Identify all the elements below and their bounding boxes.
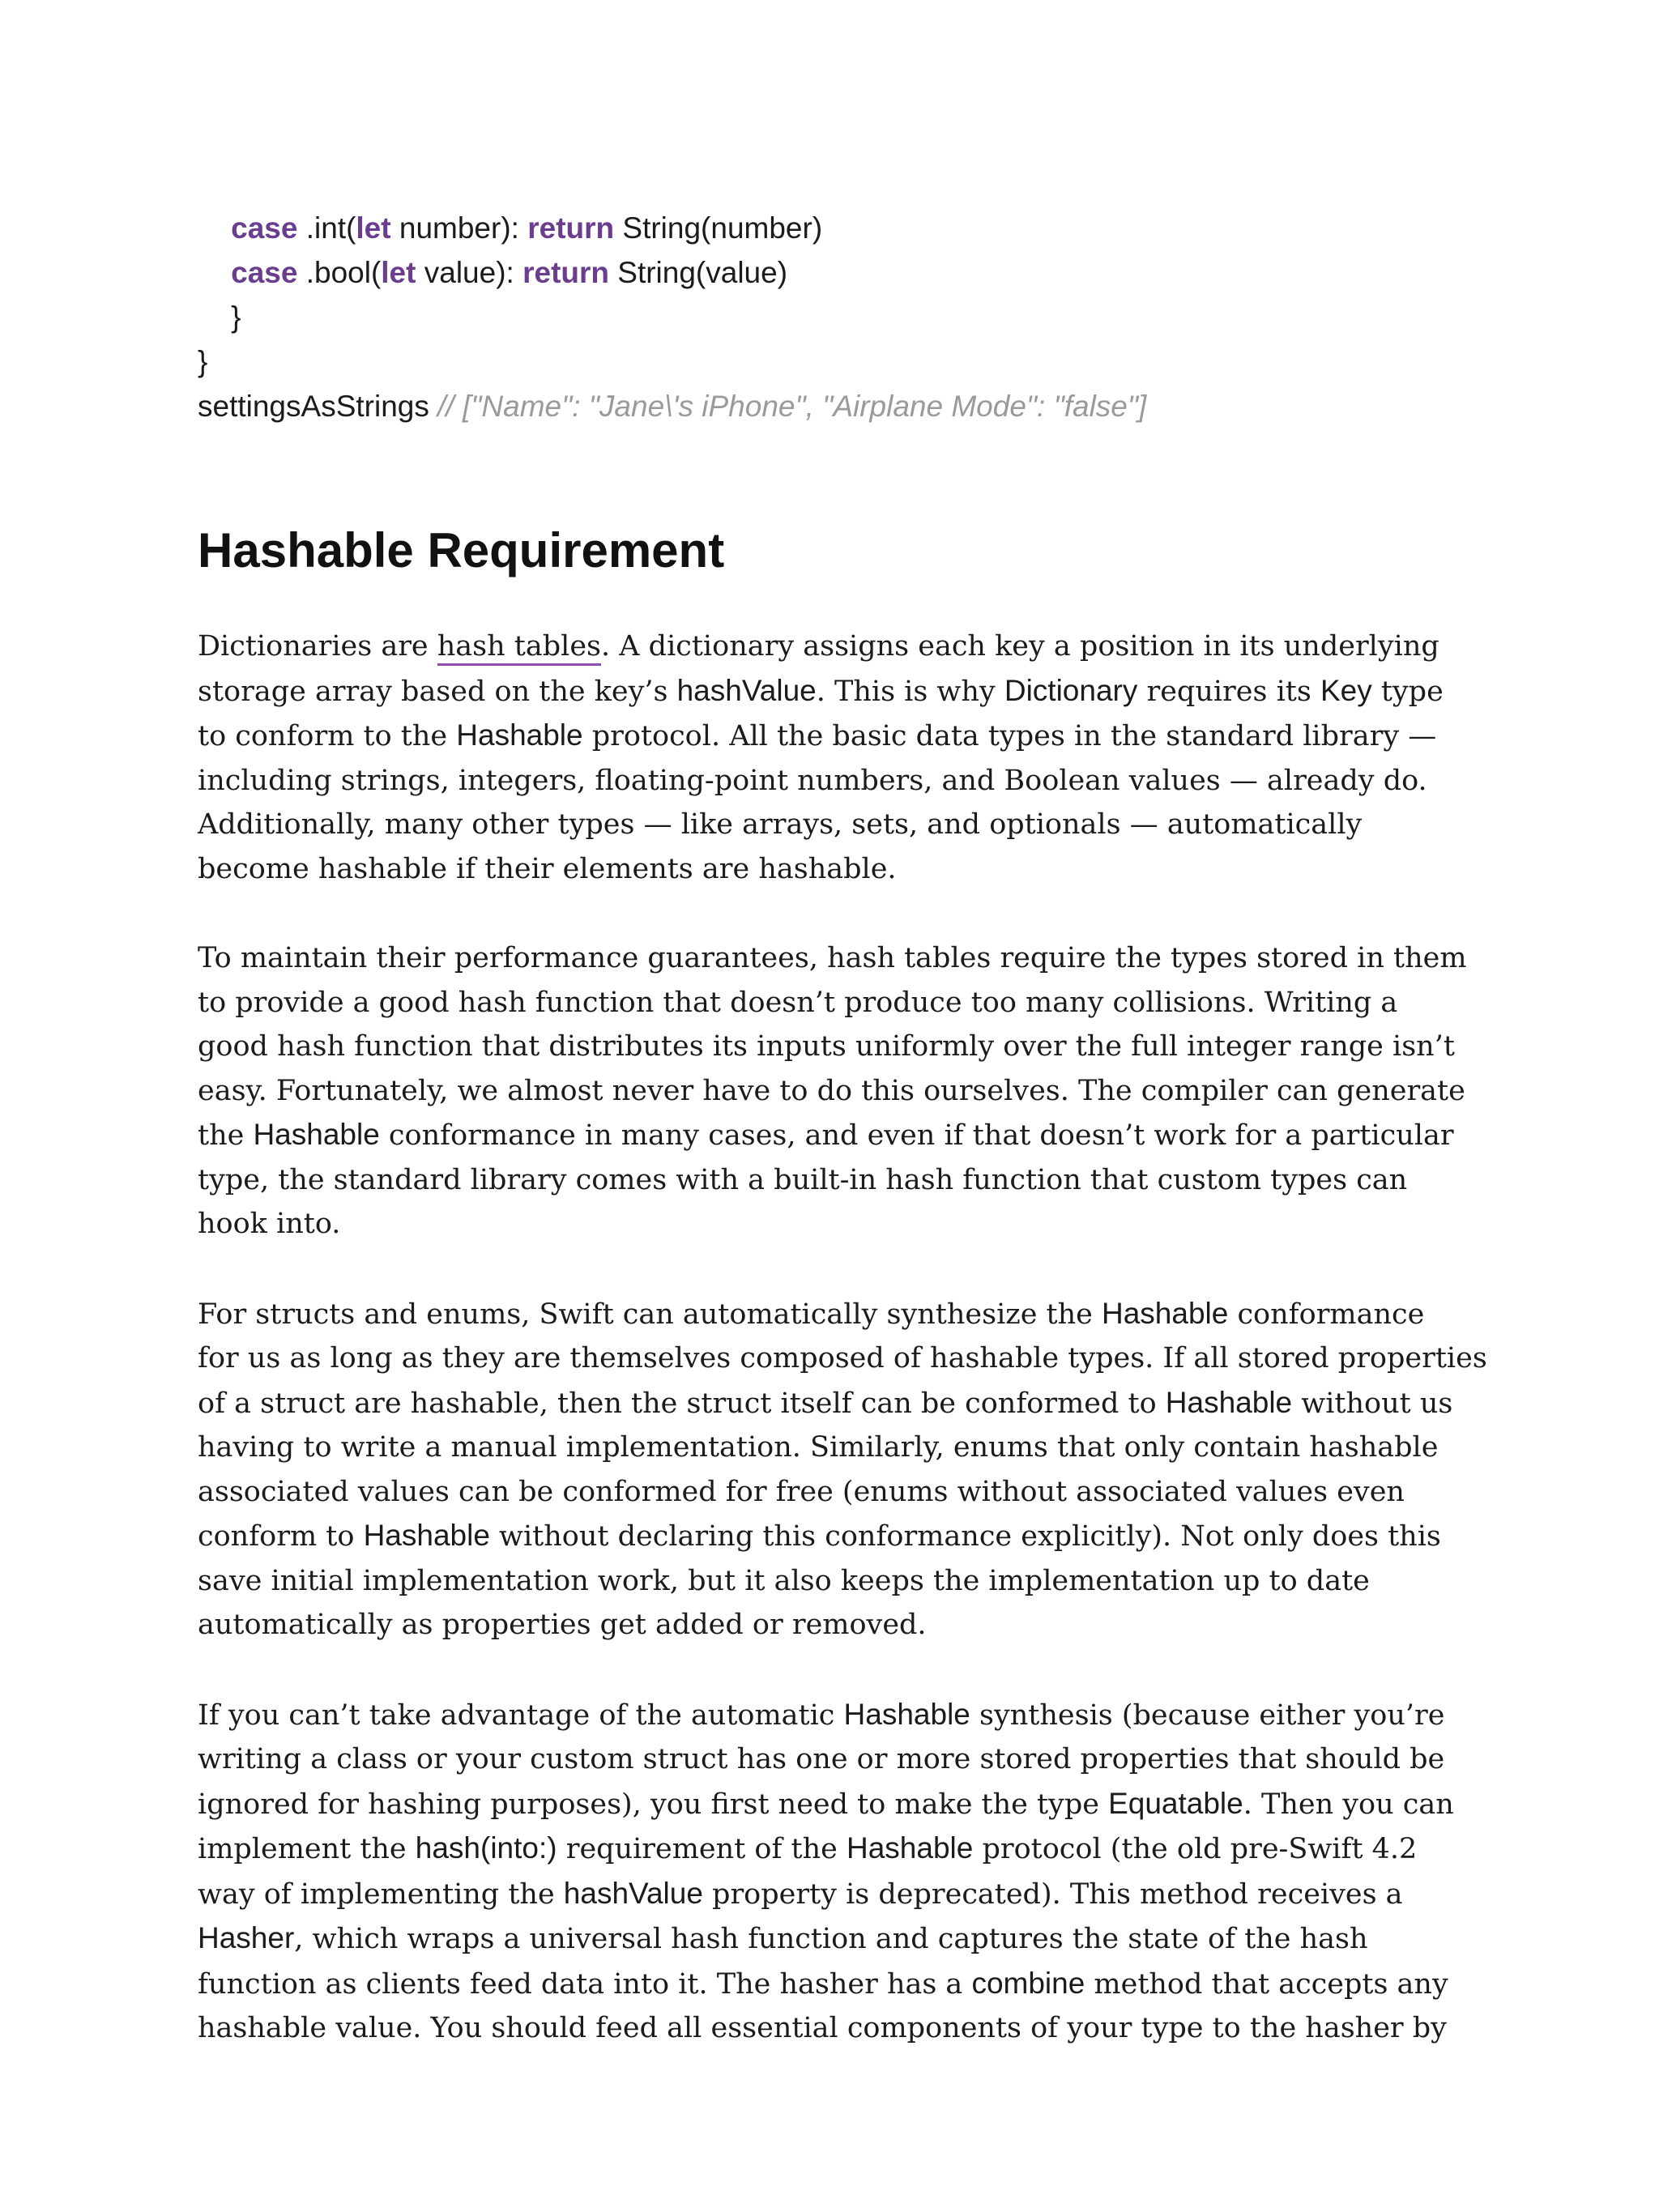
text-span: conformance in many cases, and even if that doesn’t work for a particular (379, 1119, 1454, 1152)
code-keyword: let (356, 211, 391, 245)
text-span: protocol. All the basic data types in the standard library — (582, 720, 1437, 752)
text-line: save initial implementation work, but it also keeps the implementation up to date (198, 1564, 1370, 1597)
text-line: automatically as properties get added or removed. (198, 1609, 927, 1641)
text-span: synthesis (because either you’re (970, 1698, 1445, 1732)
code-brace: } (231, 300, 241, 334)
text-span: to conform to the (198, 720, 457, 752)
paragraph (198, 936, 1510, 1247)
code-keyword: return (527, 211, 615, 245)
text-span: without declaring this conformance explicitly). Not only does this (489, 1520, 1441, 1553)
inline-code: combine (971, 1966, 1085, 2000)
text-line (198, 1693, 1510, 1738)
code-line (198, 339, 1510, 384)
text-span: way of implementing the (198, 1877, 564, 1911)
text-line: good hash function that distributes its inputs uniformly over the full integer range isn’t (198, 1030, 1455, 1063)
code-text: number): (390, 211, 528, 245)
text-line (198, 1381, 1510, 1426)
hash-tables-link[interactable]: hash tables (437, 630, 601, 666)
code-text: value): (416, 256, 523, 289)
inline-code: Hashable (363, 1519, 490, 1552)
text-line: Additionally, many other types — like arrays, sets, and optionals — automatically (198, 808, 1363, 841)
text-span: conform to (198, 1520, 364, 1553)
text-line (198, 1916, 1510, 1962)
text-line: associated values can be conformed for free (enums without associated values even (198, 1475, 1405, 1508)
text-span: the (198, 1119, 254, 1152)
inline-code: Hashable (1165, 1385, 1293, 1419)
inline-code: Hashable (843, 1697, 970, 1731)
body-text (198, 624, 1510, 2096)
text-span: . This is why (816, 675, 1004, 708)
text-line (198, 624, 1510, 669)
text-span: method that accepts any (1085, 1967, 1448, 2001)
code-result-expression: settingsAsStrings (198, 390, 429, 423)
paragraph (198, 624, 1510, 891)
text-span: Dictionaries are (198, 630, 437, 663)
text-line (198, 1872, 1510, 1917)
text-line (198, 714, 1510, 759)
code-brace: } (198, 345, 208, 378)
code-keyword: let (381, 256, 416, 289)
inline-code: Hashable (253, 1118, 380, 1151)
text-span: For structs and enums, Swift can automatically synthesize the (198, 1298, 1102, 1331)
code-block (198, 206, 1510, 428)
inline-code: Dictionary (1004, 673, 1138, 707)
text-line: having to write a manual implementation. Similarly, enums that only contain hashable (198, 1431, 1439, 1464)
code-line (198, 250, 1510, 295)
text-span: requires its (1137, 675, 1320, 708)
text-line (198, 1292, 1510, 1337)
text-span: protocol (the old pre-Swift 4.2 (973, 1833, 1418, 1865)
paragraph (198, 1693, 1510, 2051)
code-text: String(number) (614, 211, 823, 245)
paragraph (198, 1292, 1510, 1647)
text-span: function as clients feed data into it. The hasher has a (198, 1967, 972, 2001)
text-span: property is deprecated). This method receives a (702, 1877, 1403, 1911)
inline-code: Key (1320, 673, 1372, 707)
text-span: of a struct are hashable, then the struct itself can be conformed to (198, 1387, 1166, 1420)
text-line: for us as long as they are themselves composed of hashable types. If all stored properties (198, 1342, 1487, 1375)
inline-code: hash(into:) (415, 1831, 557, 1865)
code-keyword: case (231, 211, 298, 245)
text-span: without us (1292, 1387, 1453, 1420)
inline-code: Hasher (198, 1921, 295, 1954)
text-span: requirement of the (557, 1833, 847, 1865)
code-keyword: case (231, 256, 298, 289)
text-span: . A dictionary assigns each key a position in its underlying (601, 630, 1439, 663)
text-line: hashable value. You should feed all essential components of your type to the hasher by (198, 2012, 1447, 2044)
code-line (198, 206, 1510, 250)
code-line (198, 295, 1510, 339)
code-keyword: return (522, 256, 609, 289)
code-line (198, 384, 1510, 428)
text-line: easy. Fortunately, we almost never have to do this ourselves. The compiler can generate (198, 1074, 1465, 1107)
text-line (198, 1826, 1510, 1872)
text-line (198, 1962, 1510, 2007)
text-span: , which wraps a universal hash function and captures the state of the hash (294, 1923, 1368, 1955)
text-span: ignored for hashing purposes), you first need to make the type (198, 1788, 1109, 1821)
code-text: .int( (297, 211, 356, 245)
text-line (198, 1782, 1510, 1827)
inline-code: Equatable (1108, 1786, 1243, 1820)
inline-code: Hashable (1101, 1296, 1229, 1330)
code-text: .bool( (297, 256, 382, 289)
text-line: including strings, integers, floating-point numbers, and Boolean values — already do. (198, 764, 1427, 797)
text-line: writing a class or your custom struct has one or more stored properties that should be (198, 1743, 1445, 1775)
inline-code: Hashable (846, 1831, 974, 1865)
text-line (198, 669, 1510, 714)
text-line (198, 1113, 1510, 1158)
text-span: . Then you can (1243, 1788, 1454, 1821)
text-line (198, 1514, 1510, 1559)
inline-code: Hashable (456, 718, 583, 752)
text-span: conformance (1228, 1298, 1425, 1331)
text-span: storage array based on the key’s (198, 675, 677, 708)
code-text: String(value) (609, 256, 788, 289)
text-line: become hashable if their elements are hashable. (198, 852, 897, 885)
code-comment: // ["Name": "Jane\'s iPhone", "Airplane Mode": "false"] (437, 390, 1147, 423)
text-line: type, the standard library comes with a built-in hash function that custom types can (198, 1163, 1408, 1196)
text-line: hook into. (198, 1208, 341, 1240)
text-line: to provide a good hash function that doesn’t produce too many collisions. Writing a (198, 986, 1398, 1019)
text-span: If you can’t take advantage of the automatic (198, 1698, 844, 1732)
inline-code: hashValue (563, 1876, 703, 1910)
text-span: implement the (198, 1833, 416, 1865)
inline-code: hashValue (676, 673, 817, 707)
text-span: type (1371, 675, 1444, 708)
section-heading: Hashable Requirement (198, 523, 725, 578)
text-line: To maintain their performance guarantees, hash tables require the types stored in them (198, 942, 1467, 974)
